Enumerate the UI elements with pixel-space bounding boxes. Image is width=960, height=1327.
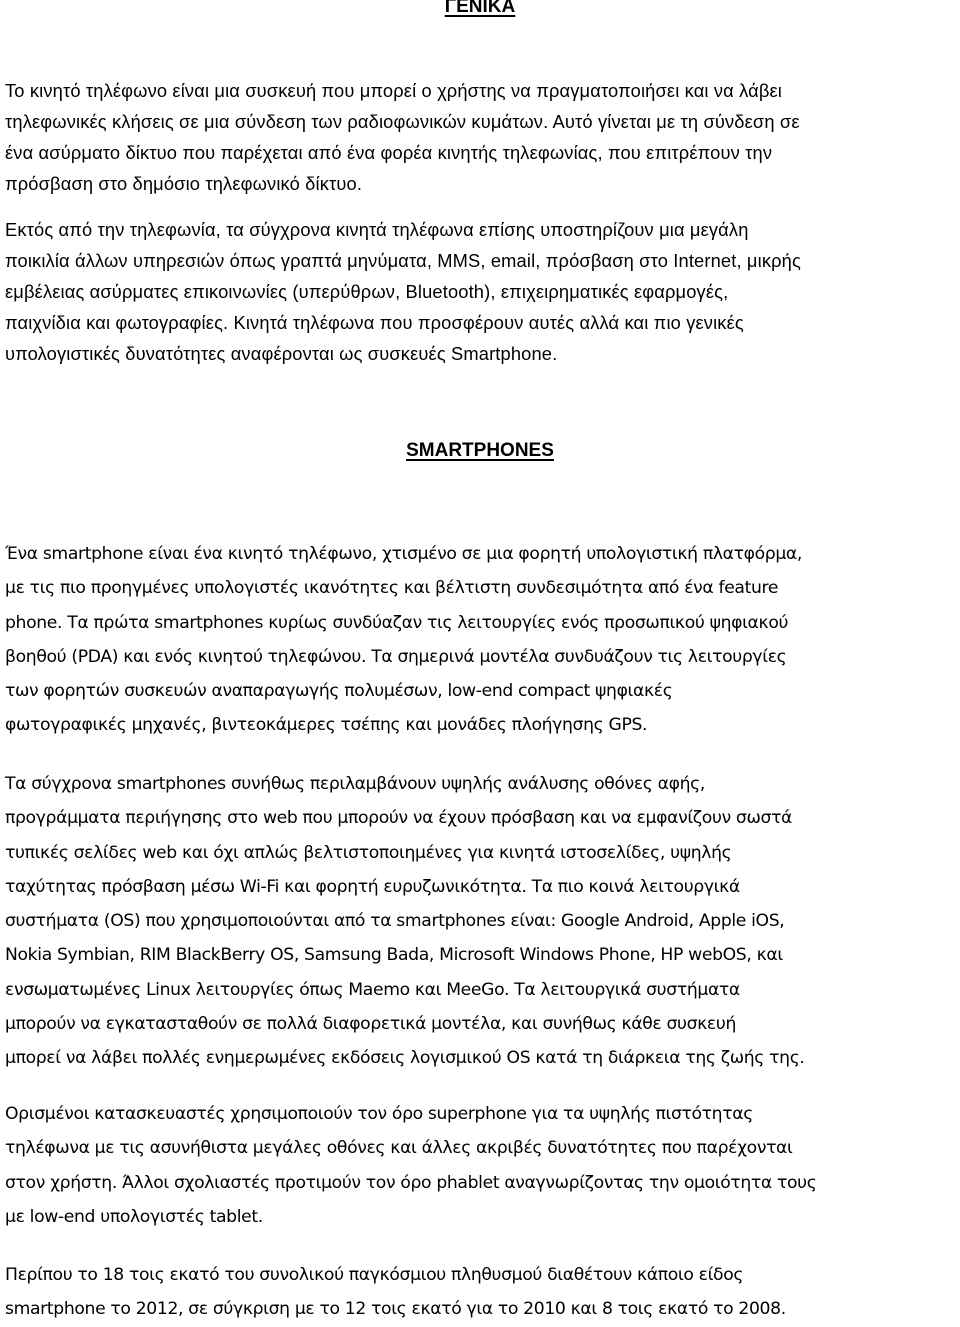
paragraph-intro: [5, 75, 960, 199]
paragraph-line: με low-end υπολογιστές tablet.: [5, 1206, 263, 1227]
paragraph-line: τυπικές σελίδες web και όχι απλώς βελτιστοποιημένες για κινητά ιστοσελίδες, υψηλής: [5, 842, 732, 863]
paragraph-line: smartphone το 2012, σε σύγκριση με το 12 τοις εκατό για το 2010 και 8 τοις εκατό το 2008.: [5, 1299, 786, 1320]
paragraph-line: προγράμματα περιήγησης στο web που μπορούν να έχουν πρόσβαση και να εμφανίζουν σωστά: [5, 808, 793, 829]
paragraph-line: ένα ασύρματο δίκτυο που παρέχεται από ένα φορέα κινητής τηλεφωνίας, που επιτρέπουν την: [5, 142, 773, 163]
paragraph-line: των φορητών συσκευών αναπαραγωγής πολυμέσων, low-end compact ψηφιακές: [5, 681, 673, 702]
paragraph-line: Ένα smartphone είναι ένα κινητό τηλέφωνο, χτισμένο σε μια φορητή υπολογιστική πλατφόρμα,: [5, 544, 803, 564]
paragraph-line: ενσωματωμένες Linux λειτουργίες όπως Maemo και MeeGo. Τα λειτουργικά συστήματα: [5, 979, 740, 1000]
paragraph-line: παιχνίδια και φωτογραφίες. Κινητά τηλέφωνα που προσφέρουν αυτές αλλά και πιο γενικές: [5, 312, 744, 333]
paragraph-line: πρόσβαση στο δημόσιο τηλεφωνικό δίκτυο.: [5, 173, 363, 194]
paragraph-line: μπορεί να λάβει πολλές ενημερωμένες εκδόσεις λογισμικού OS κατά τη διάρκεια της ζωής της.: [5, 1048, 805, 1069]
heading-smartphones: SMARTPHONES: [406, 440, 554, 461]
paragraph-line: βοηθού (PDA) και ενός κινητού τηλεφώνου. Τα σημερινά μοντέλα συνδυάζουν τις λειτουργίες: [5, 646, 787, 667]
paragraph-line: Τα σύγχρονα smartphones συνήθως περιλαμβάνουν υψηλής ανάλυσης οθόνες αφής,: [5, 774, 706, 794]
paragraph-line: εμβέλειας ασύρματες επικοινωνίες (υπερύθρων, Bluetooth), επιχειρηματικές εφαρμογές,: [5, 281, 729, 302]
paragraph-line: Nokia Symbian, RIM BlackBerry OS, Samsung Bada, Microsoft Windows Phone, HP webOS, και: [5, 945, 783, 966]
paragraph-smartphone-definition: [5, 537, 960, 743]
heading-general: ΓΕΝΙΚΑ: [444, 0, 516, 17]
paragraph-line: με τις πιο προηγμένες υπολογιστές ικανότητες και βέλτιστη συνδεσιμότητα από ένα feature: [5, 578, 779, 599]
paragraph-line: Το κινητό τηλέφωνο είναι μια συσκευή που μπορεί ο χρήστης να πραγματοποιήσει και να λάβει: [5, 80, 783, 101]
paragraph-line: ποικιλία άλλων υπηρεσιών όπως γραπτά μηνύματα, MMS, email, πρόσβαση στο Internet, μικρής: [5, 250, 801, 271]
paragraph-line: Εκτός από την τηλεφωνία, τα σύγχρονα κινητά τηλέφωνα επίσης υποστηρίζουν μια μεγάλη: [5, 219, 749, 240]
paragraph-line: υπολογιστικές δυνατότητες αναφέρονται ως συσκευές Smartphone.: [5, 343, 558, 364]
paragraph-statistics: [5, 1258, 960, 1327]
paragraph-line: τηλεφωνικές κλήσεις σε μια σύνδεση των ραδιοφωνικών κυμάτων. Αυτό γίνεται με τη σύνδεση σε: [5, 111, 800, 132]
paragraph-line: στον χρήστη. Άλλοι σχολιαστές προτιμούν τον όρο phablet αναγνωρίζοντας την ομοιότητα τους: [5, 1172, 817, 1193]
paragraph-line: Ορισμένοι κατασκευαστές χρησιμοποιούν τον όρο superphone για τα υψηλής πιστότητας: [5, 1104, 753, 1124]
paragraph-modern-smartphones: [5, 767, 960, 1076]
paragraph-line: μπορούν να εγκατασταθούν σε πολλά διαφορετικά μοντέλα, και συνήθως κάθε συσκευή: [5, 1014, 737, 1035]
paragraph-line: συστήματα (OS) που χρησιμοποιούνται από τα smartphones είναι: Google Android, Apple iOS,: [5, 911, 785, 932]
paragraph-line: phone. Τα πρώτα smartphones κυρίως συνδύαζαν τις λειτουργίες ενός προσωπικού ψηφιακού: [5, 612, 789, 633]
paragraph-line: Περίπου το 18 τοις εκατό του συνολικού παγκόσμιου πληθυσμού διαθέτουν κάποιο είδος: [5, 1265, 744, 1285]
paragraph-superphone: [5, 1097, 960, 1234]
paragraph-services: [5, 214, 960, 369]
paragraph-line: φωτογραφικές μηχανές, βιντεοκάμερες τσέπης και μονάδες πλοήγησης GPS.: [5, 715, 648, 736]
paragraph-line: ταχύτητας πρόσβαση μέσω Wi-Fi και φορητή ευρυζωνικότητα. Τα πιο κοινά λειτουργικά: [5, 876, 740, 897]
paragraph-line: τηλέφωνα με τις ασυνήθιστα μεγάλες οθόνες και άλλες ακριβές δυνατότητες που παρέχονται: [5, 1138, 793, 1159]
